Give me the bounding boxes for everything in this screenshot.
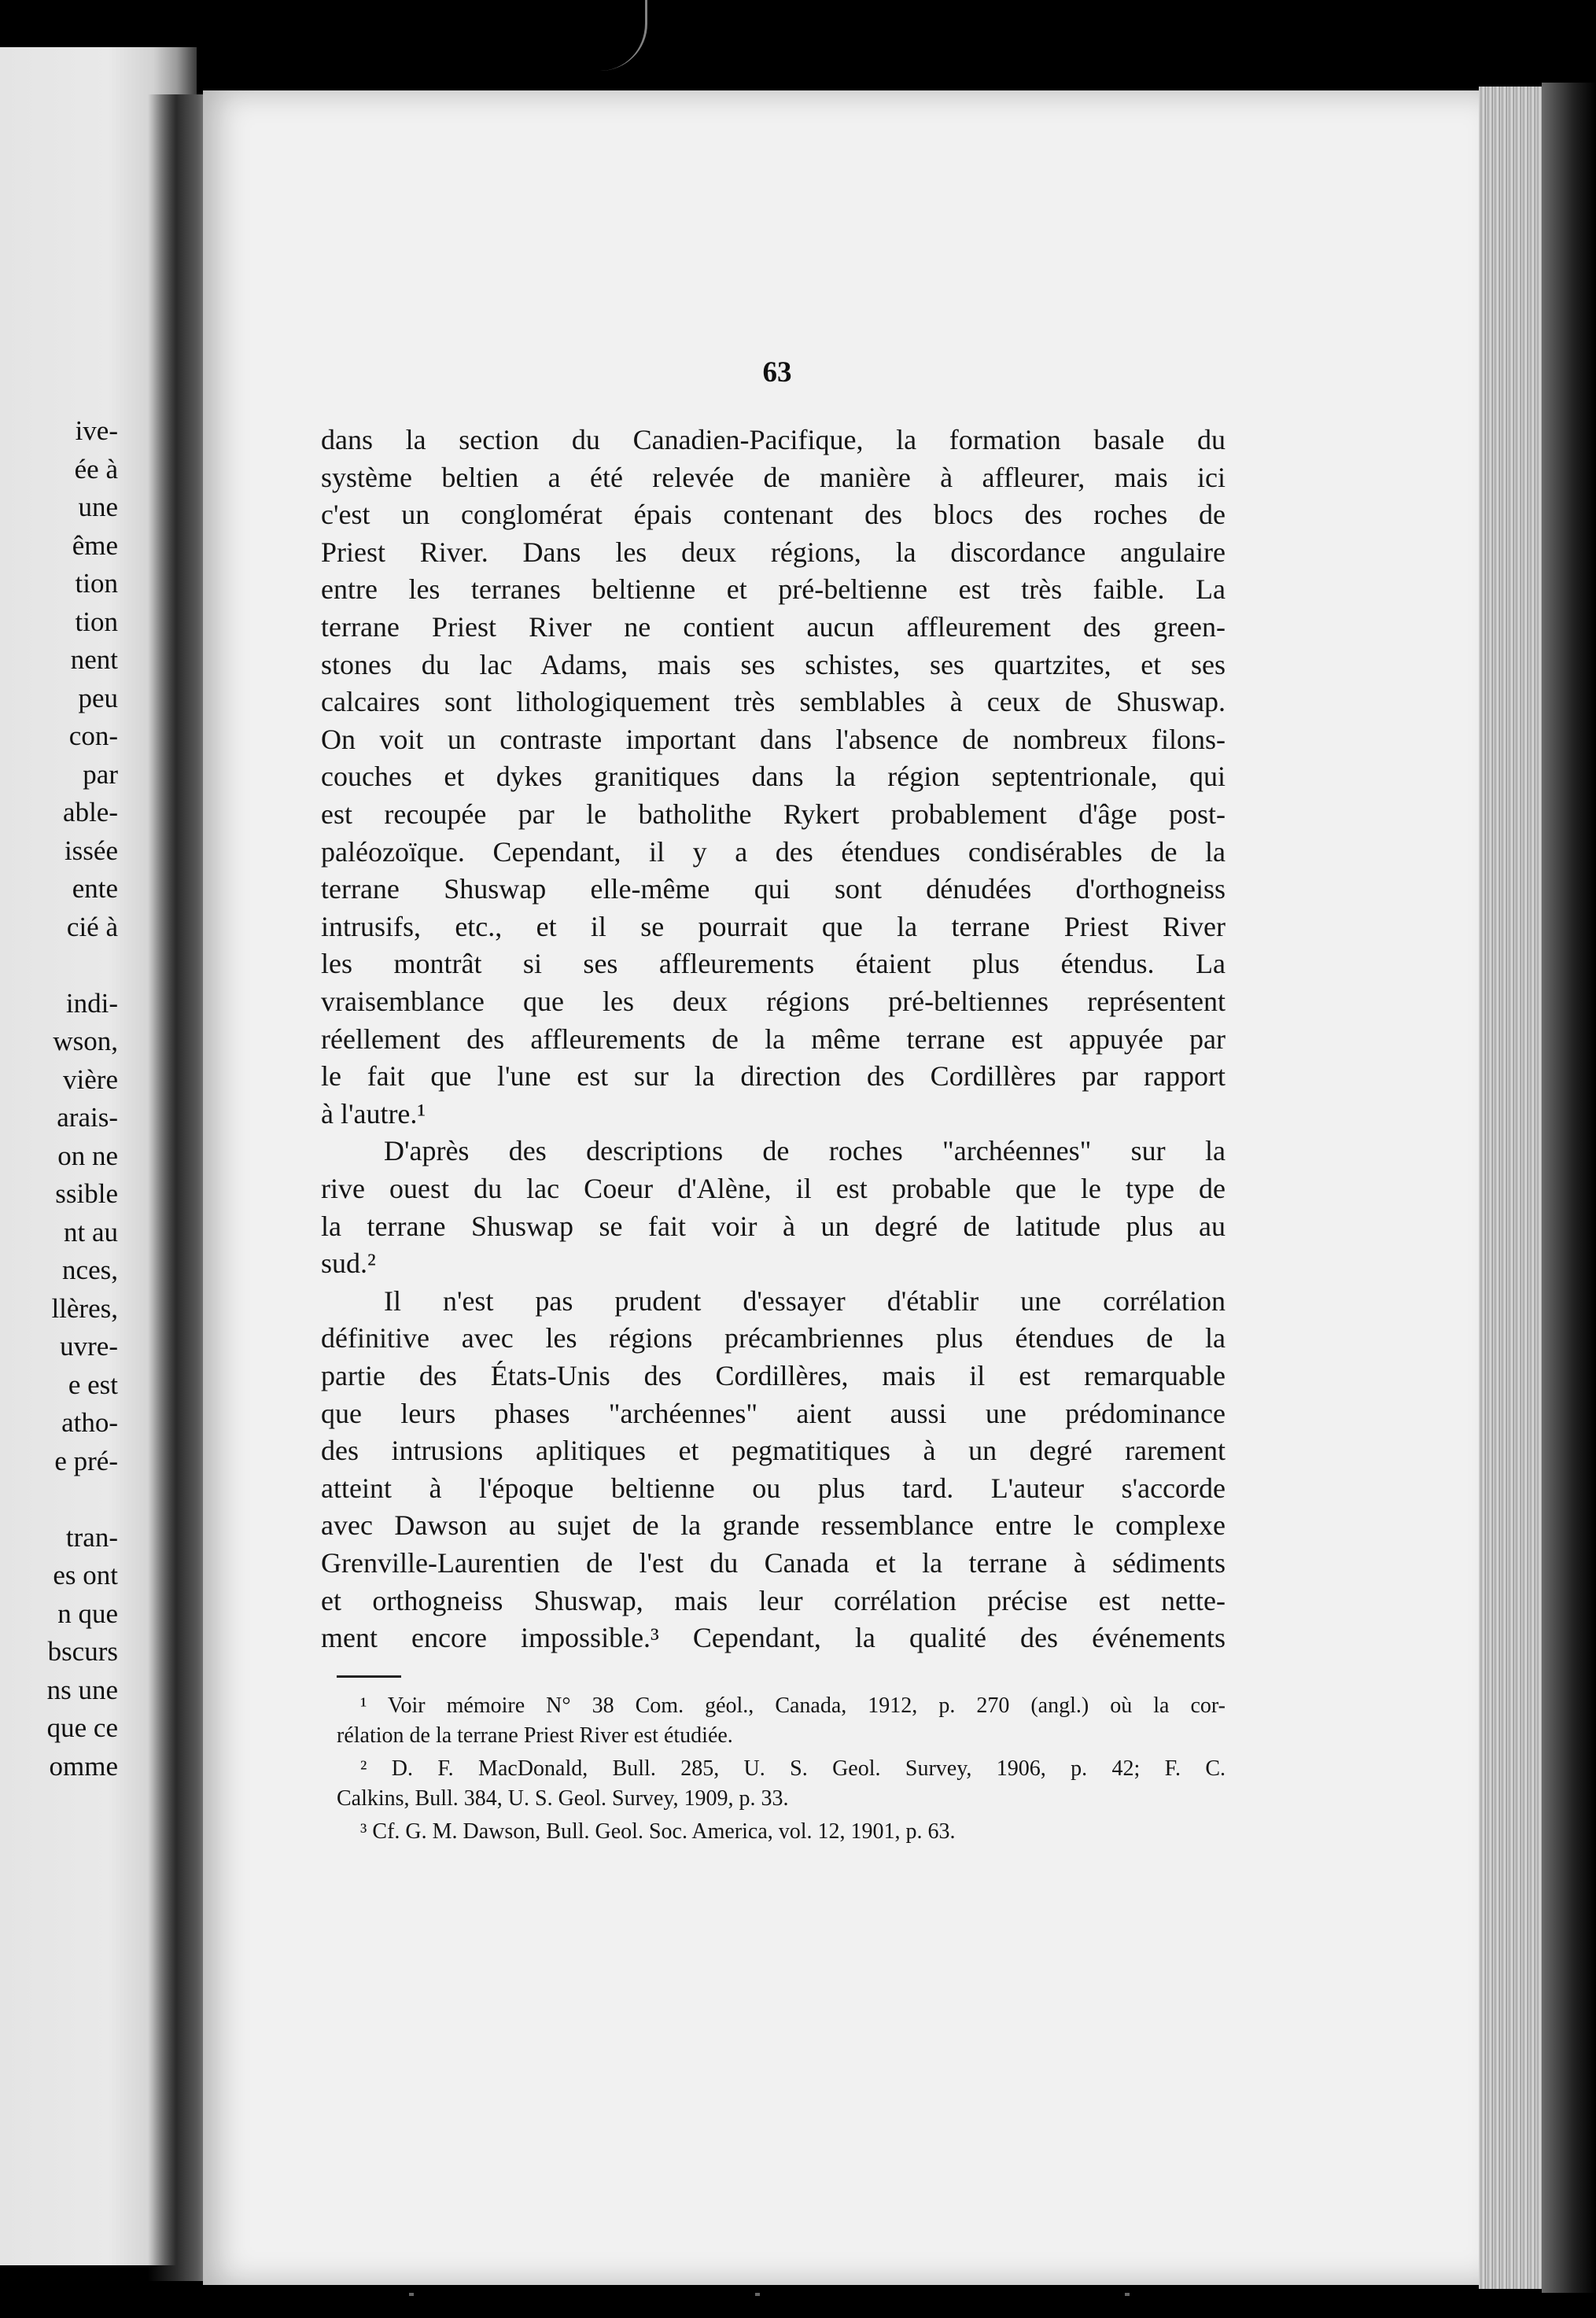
body-line: le fait que l'une est sur la direction des Cordillères par rapport: [321, 1060, 1226, 1093]
previous-page-fragment: llères,: [51, 1292, 118, 1324]
previous-page-fragment: ive-: [75, 415, 118, 446]
previous-page-fragment: vière: [63, 1063, 118, 1095]
previous-page-fragment: wson,: [53, 1026, 118, 1056]
previous-page-fragment: arais-: [57, 1102, 118, 1133]
body-line: des intrusions aplitiques et pegmatitiques à un degré rarement: [321, 1435, 1226, 1467]
body-line: calcaires sont lithologiquement très semblables à ceux de Shuswap.: [321, 686, 1226, 718]
body-line: terrane Shuswap elle-même qui sont dénudées d'orthogneiss: [321, 873, 1226, 905]
previous-page-fragment: ssible: [55, 1178, 118, 1209]
previous-page-fragment: ente: [72, 873, 118, 904]
body-line: sud.²: [321, 1247, 376, 1280]
body-line: la terrane Shuswap se fait voir à un degré de latitude plus au: [321, 1210, 1226, 1242]
scan-dust-speck: [1125, 2293, 1130, 2296]
body-line: intrusifs, etc., et il se pourrait que la terrane Priest River: [321, 910, 1226, 942]
body-line: Grenville-Laurentien de l'est du Canada et la terrane à sédiments: [321, 1547, 1226, 1579]
body-line: définitive avec les régions précambriennes plus étendues de la: [321, 1322, 1226, 1354]
body-line: Il n'est pas prudent d'essayer d'établir une corrélation: [384, 1284, 1226, 1317]
previous-page-fragment: bscurs: [47, 1636, 118, 1667]
body-line: dans la section du Canadien-Pacifique, la formation basale du: [321, 424, 1226, 455]
body-line: paléozoïque. Cependant, il y a des étendues condisérables de la: [321, 835, 1226, 868]
previous-page-fragment: une: [78, 492, 118, 522]
scan-dust-speck: [409, 2293, 414, 2296]
body-line: ment encore impossible.³ Cependant, la qualité des événements: [321, 1622, 1226, 1654]
body-line: D'après des descriptions de roches "archéennes" sur la: [384, 1135, 1226, 1167]
previous-page-fragment: tion: [75, 568, 118, 599]
previous-page-fragment: par: [83, 758, 118, 790]
footnote-line: rélation de la terrane Priest River est étudiée.: [337, 1723, 733, 1748]
body-line: entre les terranes beltienne et pré-beltienne est très faible. La: [321, 573, 1226, 606]
book-edge-shadow: [1542, 83, 1596, 2293]
previous-page-fragment: indi-: [65, 987, 118, 1019]
previous-page-fragment: atho-: [61, 1407, 118, 1438]
footnote-line: ¹ Voir mémoire N° 38 Com. géol., Canada, 1912, p. 270 (angl.) où la cor-: [360, 1693, 1226, 1718]
body-line: vraisemblance que les deux régions pré-beltiennes représentent: [321, 986, 1226, 1017]
previous-page-fragment: e pré-: [54, 1445, 118, 1476]
previous-page-fragment: ns une: [46, 1674, 118, 1705]
body-line: couches et dykes granitiques dans la région septentrionale, qui: [321, 761, 1226, 793]
scan-dust-speck: [755, 2293, 760, 2296]
body-line: terrane Priest River ne contient aucun affleurement des green-: [321, 611, 1226, 643]
previous-page-fragment: tran-: [65, 1521, 118, 1553]
body-line: réellement des affleurements de la même terrane est appuyée par: [321, 1023, 1226, 1055]
previous-page-fragment: ée à: [74, 453, 118, 485]
footnote-line: ³ Cf. G. M. Dawson, Bull. Geol. Soc. America, vol. 12, 1901, p. 63.: [360, 1819, 956, 1844]
page-number: 63: [762, 356, 792, 389]
previous-page-fragment: e est: [68, 1369, 118, 1400]
previous-page-fragment: tion: [75, 606, 118, 637]
body-line: Priest River. Dans les deux régions, la discordance angulaire: [321, 536, 1226, 568]
previous-page-fragment: uvre-: [60, 1331, 118, 1362]
previous-page-fragment: nent: [70, 644, 118, 675]
previous-page-fragment: cié à: [66, 911, 118, 942]
previous-page-fragment: es ont: [53, 1560, 118, 1590]
previous-page-fragment: on ne: [57, 1140, 118, 1171]
previous-page-fragment: n que: [57, 1598, 118, 1629]
body-line: que leurs phases "archéennes" aient aussi une prédominance: [321, 1397, 1226, 1429]
previous-page-fragment: con-: [68, 720, 118, 751]
body-line: partie des États-Unis des Cordillères, mais il est remarquable: [321, 1360, 1226, 1391]
body-line: avec Dawson au sujet de la grande ressemblance entre le complexe: [321, 1509, 1226, 1542]
body-line: est recoupée par le batholithe Rykert probablement d'âge post-: [321, 798, 1226, 830]
previous-page-fragment: issée: [64, 835, 118, 866]
footnote-line: Calkins, Bull. 384, U. S. Geol. Survey, 1909, p. 33.: [337, 1786, 789, 1811]
body-line: rive ouest du lac Coeur d'Alène, il est probable que le type de: [321, 1173, 1226, 1204]
previous-page-fragment: omme: [49, 1750, 118, 1782]
body-line: système beltien a été relevée de manière à affleurer, mais ici: [321, 461, 1226, 493]
footnote-separator-rule: [337, 1675, 401, 1678]
body-line: c'est un conglomérat épais contenant des blocs des roches de: [321, 499, 1226, 531]
body-line: atteint à l'époque beltienne ou plus tard. L'auteur s'accorde: [321, 1472, 1226, 1504]
footnote-line: ² D. F. MacDonald, Bull. 285, U. S. Geol. Survey, 1906, p. 42; F. C.: [360, 1756, 1226, 1781]
previous-page-fragment: able-: [63, 797, 118, 827]
page-curl-shadow: [598, 0, 647, 71]
body-line: stones du lac Adams, mais ses schistes, ses quartzites, et ses: [321, 648, 1226, 680]
previous-page-fragment: nt au: [63, 1216, 118, 1247]
body-line: les montrât si ses affleurements étaient plus étendus. La: [321, 948, 1226, 980]
previous-page-fragment: ême: [72, 529, 118, 561]
previous-page-fragment: peu: [78, 682, 118, 713]
stacked-page-edges: [1479, 87, 1542, 2289]
body-line: On voit un contraste important dans l'absence de nombreux filons-: [321, 723, 1226, 755]
body-line: à l'autre.¹: [321, 1097, 426, 1130]
previous-page-fragment: nces,: [62, 1255, 118, 1285]
previous-page-fragment: que ce: [46, 1712, 118, 1743]
body-line: et orthogneiss Shuswap, mais leur corrélation précise est nette-: [321, 1584, 1226, 1616]
